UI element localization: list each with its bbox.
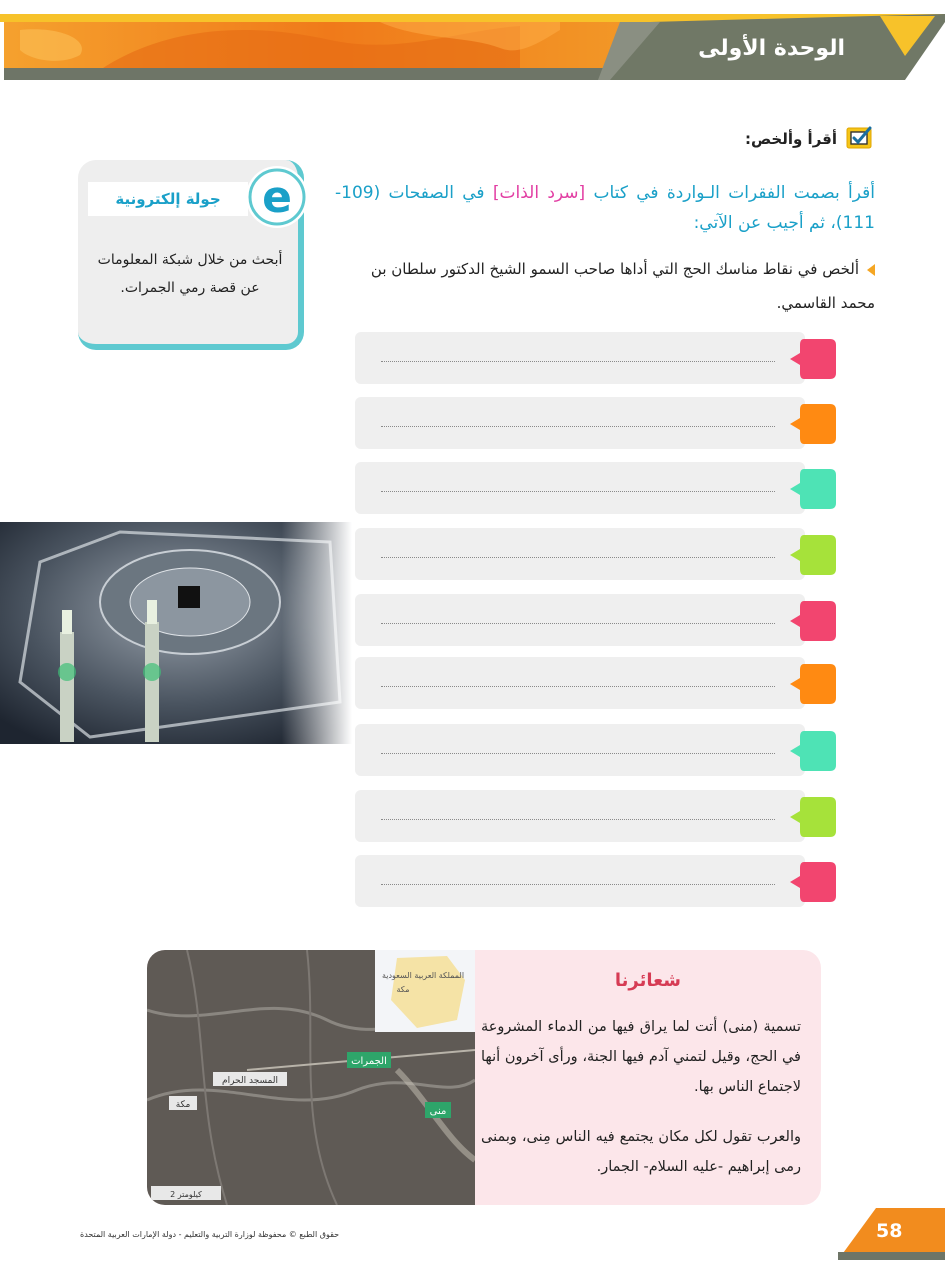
line-marker-tab — [790, 797, 836, 837]
info-paragraph-1: تسمية (منى) أتت لما يراق فيها من الدماء المشروعة في الحج، وقيل لتمني آدم فيها الجنة، ورأى آخرون أنها لاجتماع الناس بها. — [481, 1019, 801, 1095]
dotted-rule — [381, 623, 775, 624]
bullet-triangle-icon — [867, 264, 875, 276]
etour-title: جولة إلكترونية — [115, 190, 221, 208]
dotted-rule — [381, 426, 775, 427]
map-label-jamarat: الجمرات — [351, 1056, 387, 1067]
bullet-item — [335, 252, 875, 320]
mina-map — [147, 950, 475, 1205]
dotted-rule — [381, 884, 775, 885]
dotted-rule — [381, 491, 775, 492]
svg-text:e: e — [262, 172, 292, 223]
answer-line[interactable] — [355, 462, 805, 514]
line-marker-tab — [790, 469, 836, 509]
map-inset-country: المملكة العربية السعودية — [381, 971, 465, 980]
line-marker-tab — [790, 339, 836, 379]
line-marker-tab — [790, 664, 836, 704]
answer-line[interactable] — [355, 594, 805, 646]
dotted-rule — [381, 557, 775, 558]
info-box — [147, 950, 821, 1205]
answer-line[interactable] — [355, 724, 805, 776]
unit-header — [0, 0, 945, 90]
map-label-mina: منى — [429, 1106, 447, 1117]
answer-line[interactable] — [355, 855, 805, 907]
answer-line[interactable] — [355, 397, 805, 449]
map-label-makkah: مكة — [175, 1100, 191, 1110]
dotted-rule — [381, 686, 775, 687]
page-number: 58 — [876, 1220, 903, 1242]
line-marker-tab — [790, 404, 836, 444]
dotted-rule — [381, 753, 775, 754]
answer-line[interactable] — [355, 332, 805, 384]
kaaba-aerial-photo — [0, 522, 352, 744]
line-marker-tab — [790, 535, 836, 575]
section-heading-label: أقرأ وألخص: — [744, 130, 837, 148]
bullet-text: ألخص في نقاط مناسك الحج التي أداها صاحب السمو الشيخ الدكتور سلطان بن محمد القاسمي. — [370, 260, 875, 312]
info-title: شعائرنا — [614, 970, 681, 991]
map-scale: 2 كيلومتر — [170, 1190, 202, 1199]
line-marker-tab — [790, 862, 836, 902]
map-inset-city: مكة — [396, 985, 410, 994]
etour-title-band — [88, 182, 248, 216]
section-heading — [745, 124, 875, 154]
answer-line[interactable] — [355, 657, 805, 709]
instruction-part2: في الصفحات (109-111)، ثم أجيب عن الآتي: — [335, 183, 875, 233]
checkbox-check-icon — [845, 124, 875, 154]
line-marker-tab — [790, 601, 836, 641]
line-marker-tab — [790, 731, 836, 771]
copyright-notice: حقوق الطبع © محفوظة لوزارة التربية والتعليم - دولة الإمارات العربية المتحدة — [80, 1230, 340, 1239]
dotted-rule — [381, 361, 775, 362]
answer-line[interactable] — [355, 528, 805, 580]
map-label-haram: المسجد الحرام — [222, 1076, 278, 1086]
unit-title: الوحدة الأولى — [698, 36, 845, 61]
dotted-rule — [381, 819, 775, 820]
book-title: [سرد الذات] — [492, 183, 586, 203]
etour-text: أبحث من خلال شبكة المعلومات عن قصة رمي الجمرات. — [97, 252, 283, 296]
instruction-part1: أقرأ بصمت الفقرات الـواردة في كتاب — [585, 183, 875, 203]
instruction-text — [335, 178, 875, 238]
e-letter-icon — [244, 164, 310, 230]
info-paragraph-2: والعرب تقول لكل مكان يجتمع فيه الناس مِنى، وبمنى رمى إبراهيم -عليه السلام- الجمار. — [481, 1129, 801, 1175]
etour-box — [78, 160, 310, 356]
answer-line[interactable] — [355, 790, 805, 842]
